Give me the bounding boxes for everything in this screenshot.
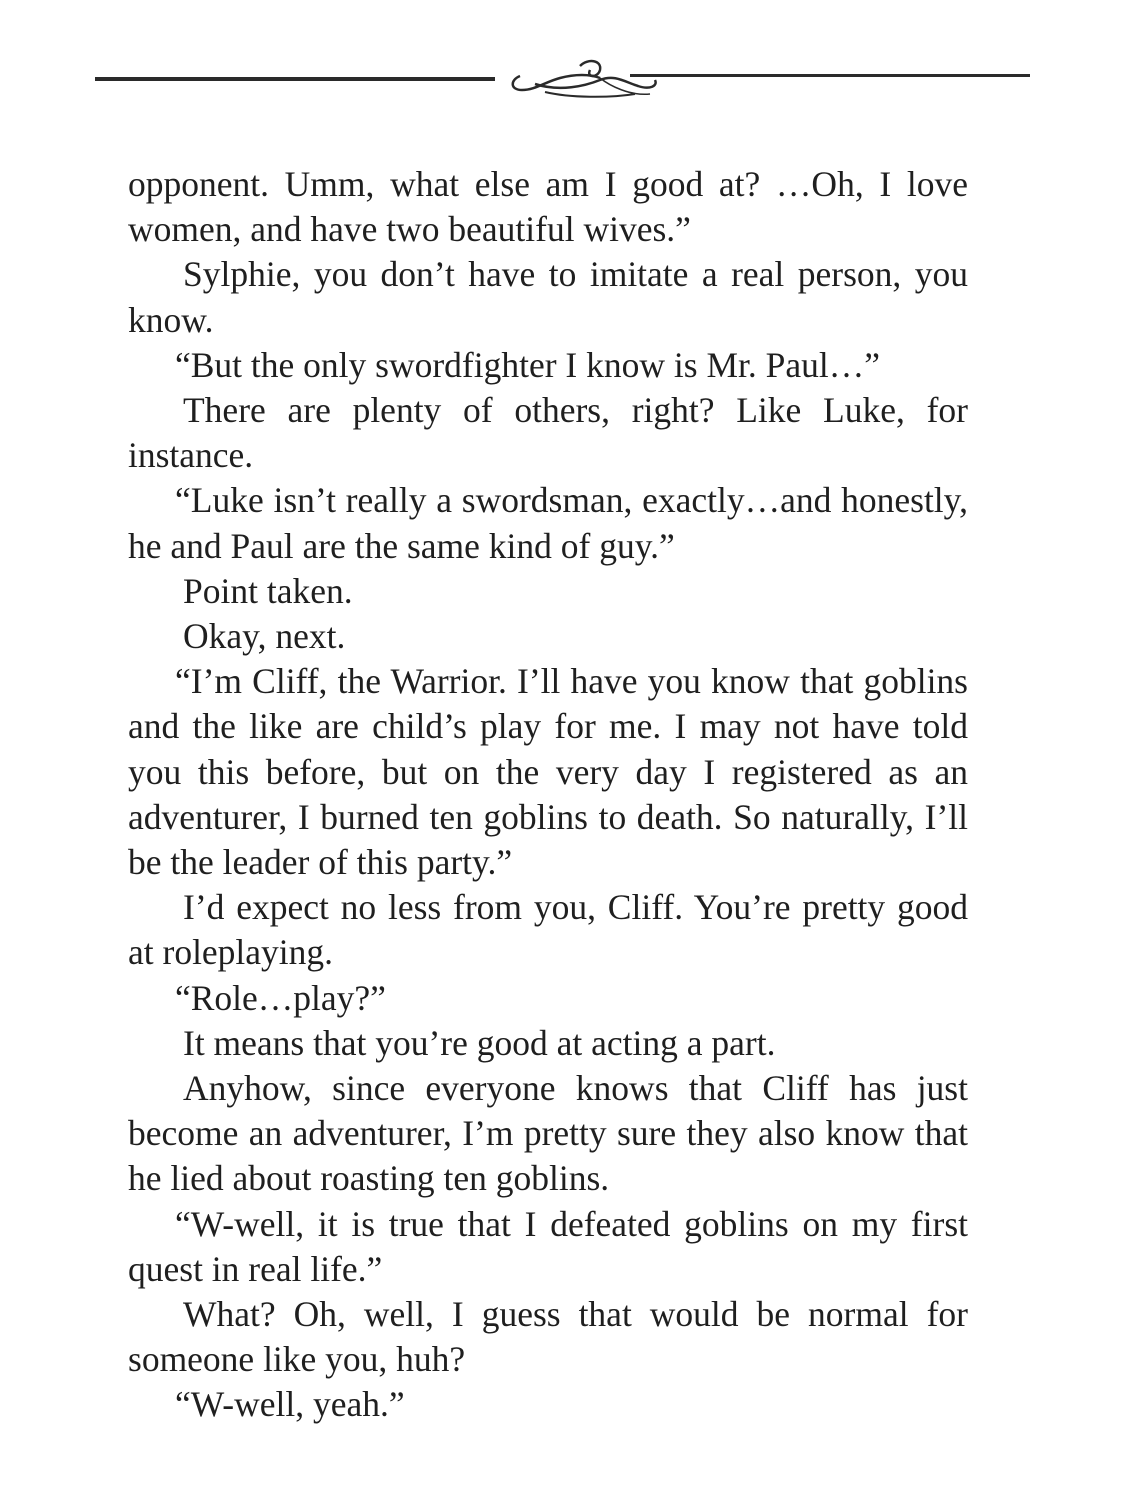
paragraph: “W-well, yeah.”	[175, 1384, 405, 1425]
paragraph: opponent. Umm, what else am I good at? …Oh, I love women, and have two beautiful wives.”	[128, 164, 968, 250]
header-ornament	[90, 56, 1035, 106]
paragraph: “W-well, it is true that I defeated goblins on my first quest in real life.”	[128, 1203, 968, 1289]
paragraph: Point taken.	[183, 570, 353, 611]
body-text	[128, 162, 968, 1428]
paragraph: There are plenty of others, right? Like Luke, for instance.	[128, 390, 968, 476]
paragraph: “Role…play?”	[175, 977, 386, 1018]
paragraph: Okay, next.	[183, 616, 346, 657]
paragraph: “But the only swordfighter I know is Mr. Paul…”	[175, 344, 880, 385]
paragraph: It means that you’re good at acting a part.	[183, 1022, 776, 1063]
paragraph: Sylphie, you don’t have to imitate a real person, you know.	[128, 254, 968, 340]
paragraph: Anyhow, since everyone knows that Cliff has just become an adventurer, I’m pretty sure they also know that he lied about roasting ten goblins.	[128, 1068, 968, 1199]
paragraph: I’d expect no less from you, Cliff. You’re pretty good at roleplaying.	[128, 887, 968, 973]
paragraph: “Luke isn’t really a swordsman, exactly…and honestly, he and Paul are the same kind of guy.”	[128, 480, 968, 566]
paragraph: What? Oh, well, I guess that would be normal for someone like you, huh?	[128, 1294, 968, 1380]
flourish-divider-icon	[90, 56, 1035, 106]
paragraph: “I’m Cliff, the Warrior. I’ll have you know that goblins and the like are child’s play for me. I may not have told you this before, but on the very day I registered as an adventurer, I burned ten goblins to death. So naturally, I’ll be the leader of this party.”	[128, 661, 968, 883]
